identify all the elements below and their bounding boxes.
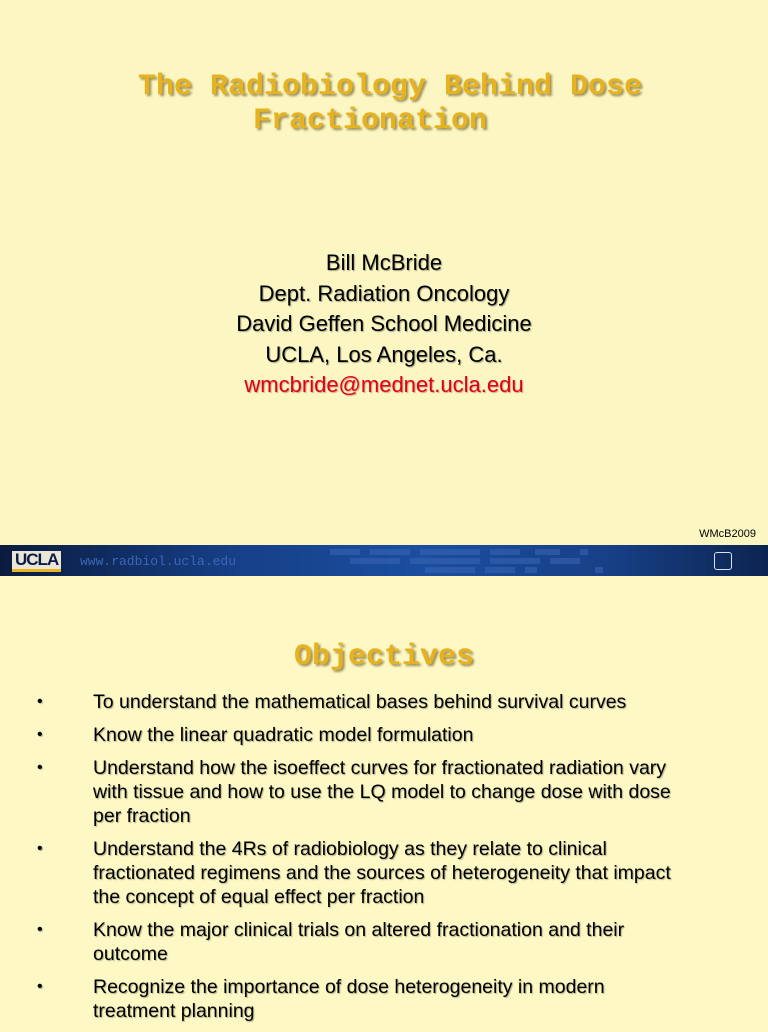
slide-corner-icon — [714, 552, 732, 570]
objectives-slide — [0, 576, 768, 1024]
slide-title-line-2: Fractionation — [252, 104, 488, 138]
author-name: Bill McBride — [325, 250, 443, 275]
list-item: • Understand how the isoeffect curves for fractionated radiation vary with tissue and how to use the LQ model to change dose with dose per fraction — [37, 757, 671, 827]
bullet-icon: • — [37, 693, 43, 710]
bullet-icon: • — [37, 759, 43, 776]
bullet-icon: • — [37, 840, 43, 857]
list-item: • To understand the mathematical bases behind survival curves — [37, 691, 627, 713]
slide-title-line-1: The Radiobiology Behind Dose — [137, 70, 643, 104]
author-email-link[interactable]: wmcbride@mednet.ucla.edu — [244, 372, 524, 397]
author-department: Dept. Radiation Oncology — [258, 280, 510, 306]
author-location: UCLA, Los Angeles, Ca. — [265, 341, 503, 367]
list-item: • Understand the 4Rs of radiobiology as they relate to clinical fractionated regimens and the sources of heterogeneity that impact the concept of equal effect per fraction — [37, 838, 671, 908]
slide-code: WMcB2009 — [699, 528, 756, 540]
objectives-title: Objectives — [293, 640, 475, 674]
footer-banner — [0, 545, 768, 576]
bullet-icon: • — [37, 978, 43, 995]
list-item: • Know the linear quadratic model formulation — [37, 724, 474, 746]
list-item: • Recognize the importance of dose heterogeneity in modern treatment planning — [37, 976, 605, 1022]
list-item: • Know the major clinical trials on altered fractionation and their outcome — [37, 919, 625, 965]
website-link[interactable]: www.radbiol.ucla.edu — [80, 554, 237, 569]
author-block — [0, 248, 768, 401]
author-school: David Geffen School Medicine — [236, 311, 532, 336]
bullet-icon: • — [37, 921, 43, 938]
ucla-logo: UCLA — [12, 551, 61, 572]
bullet-icon: • — [37, 726, 43, 743]
objectives-list — [0, 690, 768, 1032]
